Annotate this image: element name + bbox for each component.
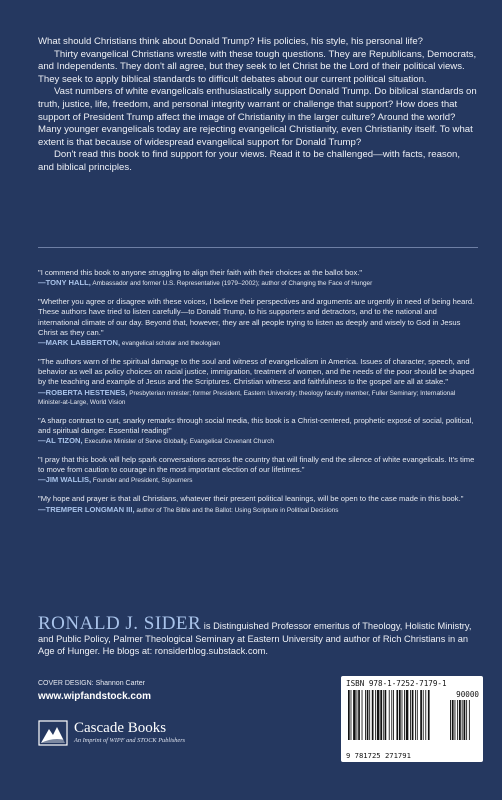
barcode — [341, 676, 483, 762]
endorsement — [38, 357, 478, 407]
endorsement-text: "My hope and prayer is that all Christians, whatever their present political leanings, will be open to the case made in this book." — [38, 494, 464, 504]
endorsement-attribution — [38, 388, 478, 407]
author-bio-text: is Distinguished Professor emeritus of Theology, Holistic Ministry, and Public Policy, Palmer Theological Seminary at Eastern University and author of Rich Christians in an Age of Hunger. He blogs at: ronsiderblog.substack.com. — [38, 621, 472, 656]
endorsement-text: "I pray that this book will help spark conversations across the country that will finally end the silence of white evangelicals. It's time to move from caution to courage in the most important election of our lifetimes." — [38, 455, 475, 475]
endorsement — [38, 416, 478, 446]
endorser-name: —TONY HALL, — [38, 278, 91, 288]
endorsement — [38, 455, 478, 485]
endorsement-attribution — [38, 475, 478, 485]
blurb — [38, 36, 478, 175]
endorser-role: Founder and President, Sojourners — [91, 477, 193, 485]
endorser-name: —MARK LABBERTON, — [38, 338, 121, 348]
endorser-role: author of The Bible and the Ballot: Using Scripture in Political Decisions — [134, 506, 339, 514]
author-name: RONALD J. SIDER — [38, 613, 202, 634]
endorsements — [38, 268, 478, 524]
endorsement-attribution — [38, 278, 478, 288]
endorsement-attribution — [38, 436, 478, 446]
endorser-role: Presbyterian minister; former President, Eastern University; theology faculty member, Fuller Seminary; International Minister-at-Large, World Vision — [38, 389, 456, 406]
publisher-name: Cascade Books — [74, 720, 167, 736]
mountain-logo-icon — [38, 717, 68, 747]
endorsement — [38, 494, 478, 514]
endorsement — [38, 297, 478, 348]
endorser-role: Ambassador and former U.S. Representative (1979–2002); author of Changing the Face of Hunger — [90, 280, 373, 288]
endorsement-text: "A sharp contrast to curt, snarky remarks through social media, this book is a Christ-centered, prophetic exposé of social, political, and spiritual danger. Essential reading!" — [38, 415, 474, 435]
endorser-role: evangelical scholar and theologian — [120, 340, 220, 348]
isbn-label: ISBN 978-1-7252-7179-1 — [346, 679, 447, 688]
publisher-imprint: An Imprint of WIPF and STOCK Publishers — [74, 737, 186, 744]
publisher-text — [74, 720, 185, 744]
endorsement-text: "The authors warn of the spiritual damage to the soul and witness of evangelicalism in America. Issues of character, speech, and behavior as well as policy choices on racial justice, immigration, treatment of women, and the needs of the poor should be shaped by the teaching and example of Jesus and the Scriptures. Christian witness and faithfulness to the gospel are all at stake." — [38, 357, 475, 387]
endorser-name: —TREMPER LONGMAN III, — [38, 504, 135, 514]
publisher-logo — [38, 710, 228, 754]
divider — [38, 247, 478, 248]
endorser-name: —ROBERTA HESTENES, — [38, 387, 128, 397]
endorsement-text: "I commend this book to anyone struggling to align their faith with their choices at the ballot box." — [38, 268, 363, 277]
endorser-name: —JIM WALLIS, — [38, 475, 92, 485]
price-code: 90000 — [456, 690, 479, 699]
endorsement — [38, 268, 478, 288]
blurb-paragraph: Vast numbers of white evangelicals enthusiastically support Donald Trump. Do biblical standards on truth, justice, life, freedom, and personal integrity warrant or challenge that support? How does that support of President Trump affect the image of Christianity in the larger culture? Around the world? Many younger evangelicals today are rejecting evangelical Christianity, even Christianity itself. To what extent is that because of widespread evangelical support for Donald Trump? — [38, 86, 477, 148]
endorsement-text: "Whether you agree or disagree with these voices, I believe their perspectives and arguments are urgently in need of being heard. These authors have tried to listen carefully—to Donald Trump, to his supporters and detractors, and to the national and international climate of our day. Beyond that, however, they are all people trying to listen as deeply and wisely to God in Jesus Christ as they can." — [38, 297, 475, 337]
publisher-website[interactable]: www.wipfandstock.com — [38, 691, 151, 702]
barcode-number: 9 781725 271791 — [346, 751, 411, 760]
blurb-paragraph: Thirty evangelical Christians wrestle with these tough questions. They are Republicans, Democrats, and Independents. They don't all agree, but they seek to let Christ be the Lord of their political views. They seek to apply biblical standards to difficult debates about our current political situation. — [38, 48, 477, 85]
author-bio — [38, 613, 478, 658]
endorser-role: Executive Minister of Serve Globally, Evangelical Covenant Church — [82, 438, 274, 446]
cover-design-credit: COVER DESIGN: Shannon Carter — [38, 680, 145, 687]
endorser-name: —AL TIZON, — [38, 436, 83, 446]
endorsement-attribution — [38, 338, 478, 348]
barcode-bars-icon — [346, 690, 478, 750]
blurb-paragraph: What should Christians think about Donald Trump? His policies, his style, his personal life? — [38, 36, 424, 47]
endorsement-attribution — [38, 505, 478, 515]
blurb-paragraph: Don't read this book to find support for your views. Read it to be challenged—with facts, reason, and biblical principles. — [38, 149, 461, 173]
